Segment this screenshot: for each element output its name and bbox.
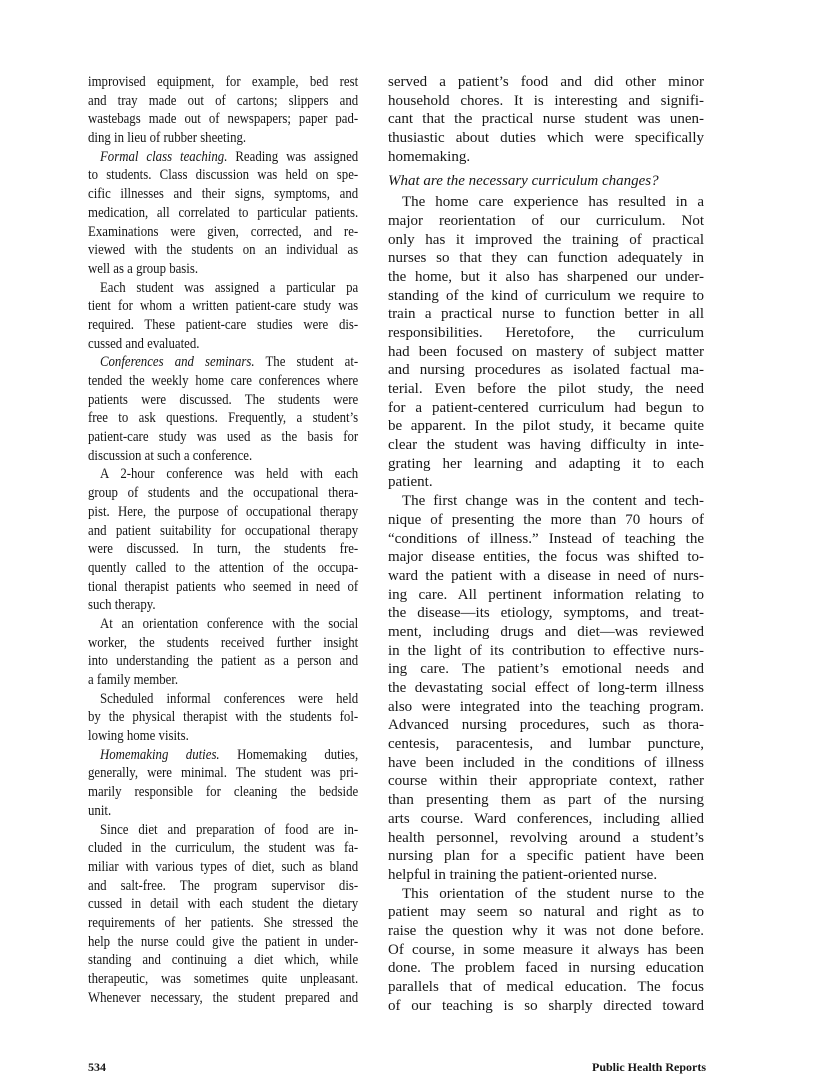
text-line: ding in lieu of rubber sheeting. [88, 130, 247, 147]
text-line: “conditions of illness.” Instead of teaching the [388, 530, 704, 547]
text-line: were discussed. In turn, the students fre- [88, 541, 359, 558]
text-line: The home care experience has resulted in a [402, 194, 704, 211]
text-line: Advanced nursing procedures, such as thora- [388, 717, 704, 734]
run-in-heading: Conferences and seminars. [99, 354, 255, 371]
text-line: helpful in training the patient-oriented nurse. [388, 866, 658, 883]
text-line: responsibilities. Heretofore, the curriculum [388, 324, 704, 341]
journal-name: Public Health Reports [592, 1060, 706, 1074]
paragraph [88, 821, 358, 1008]
text-line: tional therapist patients who seemed in need of [88, 578, 359, 595]
text-line: nique of presenting the more than 70 hours of [388, 511, 704, 528]
paragraph [88, 353, 358, 465]
text-line: lowing home visits. [88, 728, 189, 745]
text-line: well as a group basis. [88, 260, 199, 277]
text-line: the disease—its etiology, symptoms, and treat- [388, 605, 704, 622]
right-column-body [388, 193, 704, 1015]
text-line: cussed and evaluated. [88, 335, 200, 352]
text-line: cific illnesses and their signs, symptoms, and [88, 186, 359, 203]
text-line: improvised equipment, for example, bed rest [88, 74, 359, 90]
text-line: major disease entities, the focus was shifted to- [388, 549, 704, 566]
text-line: such therapy. [88, 597, 156, 614]
text-line: patients were discussed. The students were [88, 391, 359, 408]
text-line: A 2-hour conference was held with each [99, 466, 359, 483]
text-line: thusiastic about duties which were specifically [388, 130, 704, 147]
text-line: Since diet and preparation of food are in- [99, 821, 359, 838]
text-line: terial. Even before the pilot study, the need [388, 381, 704, 397]
text-line: cant that the practical nurse student was unen- [388, 111, 704, 128]
paragraph [88, 465, 358, 615]
text-line: by the physical therapist with the students fol- [88, 709, 359, 726]
text-line: Each student was assigned a particular pa [99, 279, 359, 296]
text-line [88, 746, 358, 765]
text-line: and tray made out of cartons; slippers and [88, 92, 359, 109]
text-line: medication, all correlated to particular patients. [88, 204, 359, 221]
text-line: centesis, paracentesis, and lumbar puncture, [388, 736, 704, 753]
text-line: served a patient’s food and did other minor [388, 74, 704, 90]
paragraph [88, 148, 358, 279]
text-line [88, 353, 358, 372]
text-line: course within their appropriate context, rather [388, 773, 704, 790]
page-number: 534 [88, 1060, 106, 1074]
right-column [388, 73, 704, 1015]
text-line: of our teaching is so sharply directed toward [388, 997, 704, 1014]
paragraph [388, 492, 704, 884]
text-line: the devastating social effect of long-term illness [388, 680, 704, 696]
text-line: patient. [388, 474, 433, 491]
text-line: group of students and the occupational thera- [88, 485, 359, 502]
text-line: major reorientation of our curriculum. Not [388, 212, 704, 229]
text-line: cussed in detail with each student the dietary [88, 896, 359, 913]
text-line: pist. Here, the purpose of occupational therapy [88, 503, 359, 520]
text-line: ing care. All pertinent information relating to [388, 586, 704, 603]
left-column [88, 73, 358, 1007]
text-line: also were integrated into the teaching program. [388, 698, 704, 715]
text-line: into understanding the patient as a person and [88, 653, 359, 670]
text-line: ing care. The patient’s emotional needs and [388, 661, 704, 678]
text-line: At an orientation conference with the social [99, 615, 359, 632]
text-line: household chores. It is interesting and signifi- [388, 92, 704, 109]
paragraph [88, 615, 358, 690]
text-line: and nursing procedures as isolated factual ma- [388, 362, 704, 379]
text-line: Examinations were given, corrected, and re- [88, 223, 359, 240]
text-line: than presenting them as part of the nursing [388, 792, 704, 809]
text-line: arts course. Ward conferences, including allied [388, 810, 704, 827]
text-line: ward the patient with a disease in need of nurs- [388, 567, 704, 584]
text-line: in the light of its contribution to effective nurs- [388, 642, 704, 659]
text-line: homemaking. [388, 148, 471, 165]
text-line: and salt-free. The program supervisor dis- [88, 877, 359, 894]
text-line: free to ask questions. Frequently, a student’s [88, 410, 359, 427]
text-line: train a practical nurse to function better in all [388, 306, 704, 323]
text-line [88, 148, 358, 167]
text-line: standing and continuing a diet which, while [88, 952, 359, 969]
text-line: unit. [88, 802, 112, 819]
paragraph [88, 690, 358, 746]
run-in-heading: Formal class teaching. [99, 148, 228, 165]
right-column-opening [388, 73, 704, 166]
text-line: ment, including drugs and diet—was reviewed [388, 623, 704, 640]
text-line: The first change was in the content and tech- [402, 493, 704, 510]
paragraph [388, 193, 704, 492]
paragraph [388, 885, 704, 1016]
text-line: have been included in the conditions of illness [388, 754, 704, 771]
text-line: This orientation of the student nurse to the [402, 885, 704, 902]
text-line: Of course, in some measure it always has been [388, 941, 704, 958]
text-line: requirements of her patients. She stressed the [88, 914, 359, 931]
text-line: a family member. [88, 672, 179, 688]
line-text: Reading was assigned [227, 148, 359, 165]
section-heading: What are the necessary curriculum changes? [388, 173, 659, 190]
text-line: tient for whom a written patient-care study was [88, 298, 359, 315]
run-in-heading: Homemaking duties. [99, 746, 220, 763]
text-line: cluded in the curriculum, the student was fa- [88, 840, 359, 857]
text-line: marily responsible for cleaning the bedside [88, 784, 359, 801]
text-line: wastebags made out of newspapers; paper pad- [88, 111, 359, 128]
text-line: worker, the students received further insight [88, 634, 359, 651]
text-line: for a patient-centered curriculum had begun to [388, 399, 704, 416]
text-line: tended the weekly home care conferences where [88, 373, 359, 389]
text-line: had been focused on mastery of subject matter [388, 343, 704, 360]
text-line: done. The problem faced in nursing education [388, 960, 704, 977]
line-text: The student at- [254, 354, 359, 371]
text-line: nurses so that they can function adequately in [388, 250, 704, 267]
text-line: the home, but it also has sharpened our under- [388, 268, 704, 285]
text-line: be apparent. In the pilot study, it became quite [388, 418, 704, 435]
text-line: nursing plan for a specific patient have been [388, 848, 704, 865]
paragraph [88, 279, 358, 354]
text-line: help the nurse could give the patient in under- [88, 933, 359, 950]
text-line: Scheduled informal conferences were held [99, 690, 359, 707]
text-line: therapeutic, was sometimes quite unpleasant. [88, 971, 359, 987]
text-line: clear the student was having difficulty in inte- [388, 437, 704, 454]
text-line: grating her learning and adapting it to each [388, 455, 704, 472]
text-line: standing of the kind of curriculum we require to [388, 287, 704, 304]
text-line: generally, were minimal. The student was pri- [88, 765, 359, 782]
text-line: parallels that of medical education. The focus [388, 979, 704, 995]
text-line: only has it improved the training of practical [388, 231, 704, 248]
text-line: raise the question why it was not done before. [388, 922, 704, 939]
text-line: patient may seem so natural and right as to [388, 904, 704, 921]
text-line: patient-care study was used as the basis for [88, 429, 359, 446]
paragraph [88, 73, 358, 148]
text-line: quently called to the attention of the occupa- [88, 559, 359, 576]
paragraph [388, 73, 704, 166]
text-line: miliar with various types of diet, such as bland [88, 858, 359, 875]
text-line: Whenever necessary, the student prepared and [88, 989, 359, 1006]
text-line: and patient suitability for occupational therapy [88, 522, 359, 539]
text-line: viewed with the students on an individual as [88, 242, 359, 259]
paragraph [88, 746, 358, 821]
text-line: health personnel, revolving around a student’s [388, 829, 704, 846]
text-line: required. These patient-care studies were dis- [88, 316, 359, 333]
text-line: to students. Class discussion was held on spe- [88, 167, 359, 184]
line-text: Homemaking duties, [219, 746, 359, 763]
text-line: discussion at such a conference. [88, 447, 253, 464]
